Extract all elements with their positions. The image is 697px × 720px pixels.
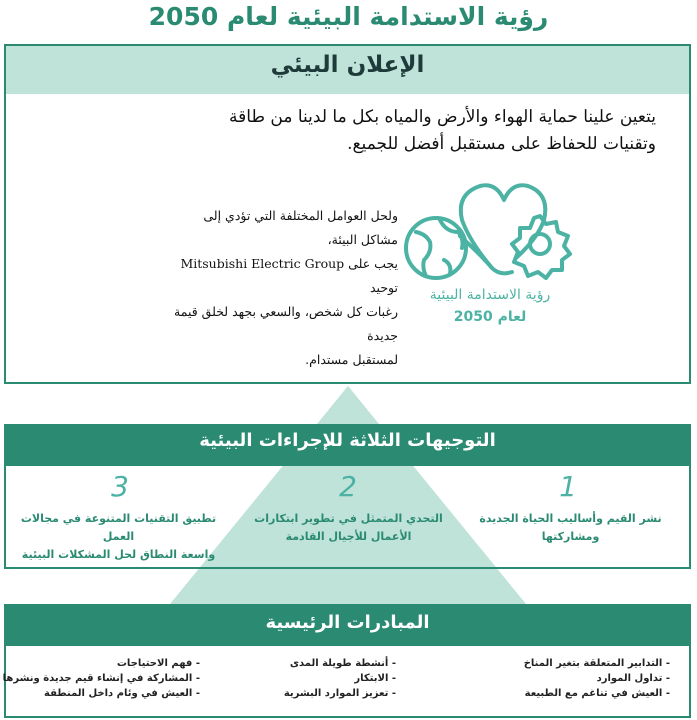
intro-line-2: وتقنيات للحفاظ على مستقبل أفضل للجميع.: [347, 134, 656, 154]
page-title: رؤية الاستدامة البيئية لعام 2050: [148, 2, 549, 31]
direction-3-line-2: واسعة النطاق لحل المشكلات البيئية: [21, 548, 216, 561]
list-item: - التدابير المتعلقة بتغير المناخ: [523, 658, 670, 669]
direction-3-text: [16, 510, 221, 564]
direction-1-line-1: نشر القيم وأساليب الحياة الجديدة ومشاركتها: [479, 512, 662, 543]
direction-3-number: 3: [111, 470, 129, 503]
body-line-4: لمستقبل مستدام.: [305, 352, 398, 367]
list-item: - تعزيز الموارد البشرية: [283, 688, 396, 699]
initiatives-column-right: [470, 656, 670, 701]
logo-caption-line-1: رؤية الاستدامة البيئية: [429, 287, 551, 303]
intro-line-1: يتعين علينا حماية الهواء والأرض والمياه بكل ما لدينا من طاقة: [229, 107, 656, 127]
direction-1-number: 1: [559, 470, 577, 503]
direction-2-line-2: الأعمال للأجيال القادمة: [285, 530, 412, 543]
direction-2-text: [246, 510, 451, 546]
directions-heading: التوجيهات الثلاثة للإجراءات البيئية: [199, 430, 496, 451]
list-item: - تداول الموارد: [596, 673, 670, 684]
list-item: - فهم الاحتياجات: [116, 658, 200, 669]
list-item: - أنشطة طويلة المدى: [289, 658, 396, 669]
declaration-intro: [40, 104, 656, 158]
initiatives-column-left: [0, 656, 200, 701]
declaration-body: [170, 204, 398, 372]
sustainability-logo-icon: [400, 176, 580, 286]
list-item: - المشاركة في إنشاء قيم جديدة ونشرها: [2, 673, 200, 684]
body-line-3: رغبات كل شخص، والسعي بجهد لخلق قيمة جديدة: [174, 304, 398, 343]
logo-caption: [400, 284, 580, 328]
initiatives-column-middle: [196, 656, 396, 701]
logo-caption-line-2: لعام 2050: [453, 309, 527, 325]
list-item: - العيش في تناغم مع الطبيعة: [524, 688, 670, 699]
direction-3-line-1: تطبيق التقنيات المتنوعة في مجالات العمل: [20, 512, 217, 543]
body-line-1: ولحل العوامل المختلفة التي تؤدي إلى مشاكل البيئة،: [203, 208, 398, 247]
body-line-2: يجب على Mitsubishi Electric Group توحيد: [180, 256, 398, 295]
direction-2-line-1: التحدي المتمثل في تطوير ابتكارات: [254, 512, 443, 525]
direction-1-text: [468, 510, 673, 546]
declaration-heading: الإعلان البيئي: [270, 52, 425, 78]
list-item: - العيش في وئام داخل المنطقة: [44, 688, 200, 699]
initiatives-heading: المبادرات الرئيسية: [265, 612, 430, 633]
direction-2-number: 2: [339, 470, 357, 503]
list-item: - الابتكار: [354, 673, 396, 684]
